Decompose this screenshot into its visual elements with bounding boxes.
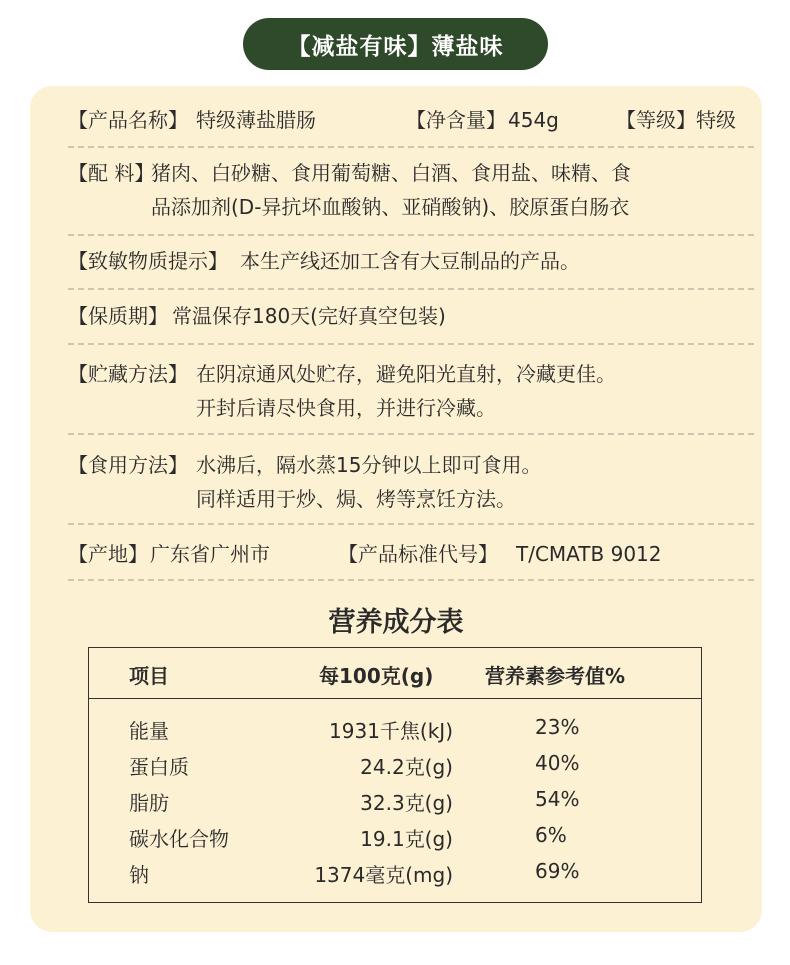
product-name-value: 特级薄盐腊肠 [196, 108, 316, 132]
nutrient-nrv: 6% [535, 823, 567, 847]
shelf-life-value: 常温保存180天(完好真空包装) [172, 304, 446, 328]
divider [68, 288, 754, 290]
origin-label: 【产地】 [68, 542, 148, 566]
nutrient-nrv: 23% [535, 715, 580, 739]
allergen-value: 本生产线还加工含有大豆制品的产品。 [240, 249, 580, 273]
product-name-label: 【产品名称】 [68, 108, 188, 132]
shelf-life-label: 【保质期】 [68, 304, 168, 328]
nutrient-name: 能量 [129, 719, 169, 743]
divider [68, 579, 754, 581]
grade-label: 【等级】 [616, 108, 696, 132]
storage-line-1: 在阴凉通风处贮存，避免阳光直射，冷藏更佳。 [196, 362, 616, 386]
divider [68, 343, 754, 345]
nutrient-name: 脂肪 [129, 791, 169, 815]
header-nrv: 营养素参考值% [485, 664, 626, 688]
page-title: 【减盐有味】薄盐味 [243, 18, 548, 70]
table-row [89, 783, 701, 819]
divider [68, 234, 754, 236]
nutrient-nrv: 69% [535, 859, 580, 883]
allergen-label: 【致敏物质提示】 [68, 249, 228, 273]
nutrient-amount: 32.3克(g) [360, 791, 453, 815]
storage-line-2: 开封后请尽快食用，并进行冷藏。 [196, 396, 496, 420]
nutrition-table [88, 647, 702, 903]
header-per100g: 每100克(g) [319, 664, 434, 688]
usage-label: 【食用方法】 [68, 453, 188, 477]
table-row [89, 747, 701, 783]
nutrient-amount: 1374毫克(mg) [314, 863, 453, 887]
grade-value: 特级 [696, 108, 736, 132]
table-row [89, 711, 701, 747]
origin-value: 广东省广州市 [150, 542, 270, 566]
table-row [89, 819, 701, 855]
nutrient-name: 蛋白质 [129, 755, 189, 779]
ingredients-line-1: 猪肉、白砂糖、食用葡萄糖、白酒、食用盐、味精、食 [151, 161, 631, 185]
standard-code-value: T/CMATB 9012 [516, 542, 662, 566]
nutrient-amount: 24.2克(g) [360, 755, 453, 779]
storage-label: 【贮藏方法】 [68, 362, 188, 386]
nutrition-table-header [89, 648, 701, 699]
nutrient-name: 碳水化合物 [129, 827, 229, 851]
nutrient-amount: 19.1克(g) [360, 827, 453, 851]
divider [68, 433, 754, 435]
ingredients-label: 【配 料】 [68, 161, 155, 185]
net-content-value: 454g [508, 108, 559, 132]
usage-line-1: 水沸后，隔水蒸15分钟以上即可食用。 [196, 453, 542, 477]
nutrient-amount: 1931千焦(kJ) [329, 719, 453, 743]
header-item: 项目 [129, 664, 169, 688]
product-info-card [30, 86, 762, 932]
nutrient-name: 钠 [129, 863, 149, 887]
standard-code-label: 【产品标准代号】 [338, 542, 498, 566]
nutrient-nrv: 40% [535, 751, 580, 775]
divider [68, 146, 754, 148]
divider [68, 523, 754, 525]
ingredients-line-2: 品添加剂(D-异抗坏血酸钠、亚硝酸钠)、胶原蛋白肠衣 [151, 195, 630, 219]
nutrient-nrv: 54% [535, 787, 580, 811]
usage-line-2: 同样适用于炒、焗、烤等烹饪方法。 [196, 487, 516, 511]
nutrition-table-title: 营养成分表 [328, 607, 464, 638]
table-row [89, 855, 701, 891]
net-content-label: 【净含量】 [406, 108, 506, 132]
